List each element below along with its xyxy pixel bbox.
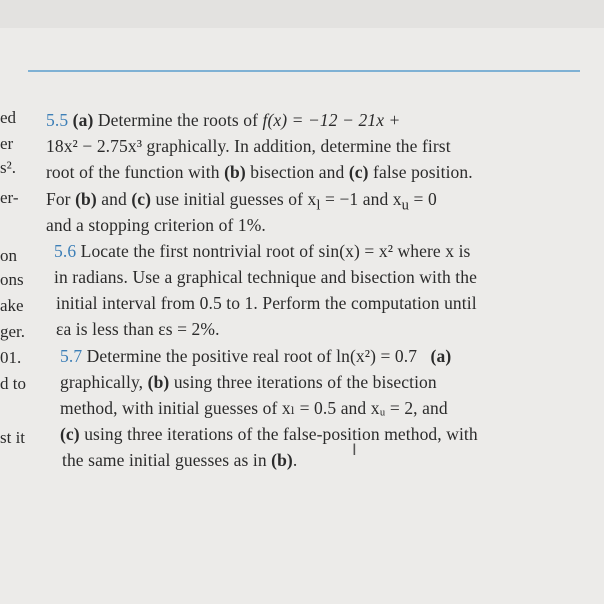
margin-fragment: d to bbox=[0, 374, 26, 393]
part-label: (c) bbox=[131, 189, 152, 209]
problem-text: the same initial guesses as in bbox=[62, 450, 272, 470]
margin-fragment: s². bbox=[0, 158, 16, 177]
problem-5-7-line-4 bbox=[60, 424, 478, 445]
problem-text: For bbox=[46, 189, 76, 209]
problem-5-5-line-3 bbox=[46, 162, 473, 183]
margin-fragment: ons bbox=[0, 270, 24, 289]
problem-text: and bbox=[96, 189, 132, 209]
problem-text: using three iterations of the false-position method, with bbox=[79, 424, 478, 444]
part-label: (a) bbox=[430, 346, 452, 366]
part-label: (b) bbox=[271, 450, 293, 470]
problem-5-5-line-5: and a stopping criterion of 1%. bbox=[46, 215, 266, 235]
part-label: (b) bbox=[224, 162, 246, 182]
part-label: (b) bbox=[147, 372, 170, 392]
margin-fragment: er- bbox=[0, 188, 19, 207]
problem-5-6-line-3: initial interval from 0.5 to 1. Perform the computation until bbox=[56, 293, 477, 313]
problem-5-5-line-2: 18x² − 2.75x³ graphically. In addition, determine the first bbox=[46, 136, 451, 156]
equation: f(x) = −12 − 21x + bbox=[262, 110, 401, 130]
part-label: (a) bbox=[72, 110, 94, 130]
section-rule bbox=[28, 70, 580, 72]
part-label: (b) bbox=[75, 189, 97, 209]
problem-text: Determine the roots of bbox=[93, 110, 263, 130]
problem-5-6-line-4: εa is less than εs = 2%. bbox=[56, 319, 220, 339]
part-label: (c) bbox=[348, 162, 369, 182]
problem-text: = 0 bbox=[409, 189, 437, 209]
problem-text: graphically, bbox=[60, 372, 148, 392]
margin-fragment: st it bbox=[0, 428, 26, 447]
margin-fragment: 01. bbox=[0, 348, 22, 367]
margin-fragment: ake bbox=[0, 296, 24, 315]
problem-5-5-line-1 bbox=[46, 110, 400, 131]
text-cursor-icon: I bbox=[352, 440, 357, 459]
margin-fragment: ed bbox=[0, 108, 17, 127]
problem-text: false position. bbox=[368, 162, 473, 182]
problem-text: = −1 and x bbox=[320, 189, 402, 209]
problem-5-7-line-5 bbox=[62, 450, 297, 471]
subscript: u bbox=[401, 197, 410, 214]
problem-text: . bbox=[292, 450, 298, 470]
problem-5-6-line-2: in radians. Use a graphical technique and bisection with the bbox=[54, 267, 477, 287]
problem-number: 5.7 bbox=[60, 346, 83, 366]
subscript: l bbox=[316, 197, 321, 214]
problem-text: use initial guesses of x bbox=[151, 189, 317, 209]
problem-5-6-line-1 bbox=[54, 241, 470, 262]
part-label: (c) bbox=[60, 424, 80, 444]
problem-text: Determine the positive real root of ln(x²) = 0.7 bbox=[82, 346, 418, 366]
problem-text: Locate the first nontrivial root of sin(x) = x² where x is bbox=[76, 241, 471, 261]
margin-fragment: ger. bbox=[0, 322, 26, 341]
problem-5-7-line-2 bbox=[60, 372, 437, 393]
problem-text: bisection and bbox=[245, 162, 349, 182]
problem-5-7-line-3: method, with initial guesses of xₗ = 0.5 and xᵤ = 2, and bbox=[60, 398, 448, 418]
problem-5-5-line-4 bbox=[46, 189, 437, 215]
problem-text: root of the function with bbox=[46, 162, 225, 182]
problem-number: 5.6 bbox=[54, 241, 77, 261]
problem-5-7-line-1 bbox=[60, 346, 451, 367]
problem-text: using three iterations of the bisection bbox=[169, 372, 437, 392]
margin-fragment: on bbox=[0, 246, 17, 265]
top-bar bbox=[0, 0, 604, 28]
margin-fragment: er bbox=[0, 134, 14, 153]
problem-number: 5.5 bbox=[46, 110, 69, 130]
